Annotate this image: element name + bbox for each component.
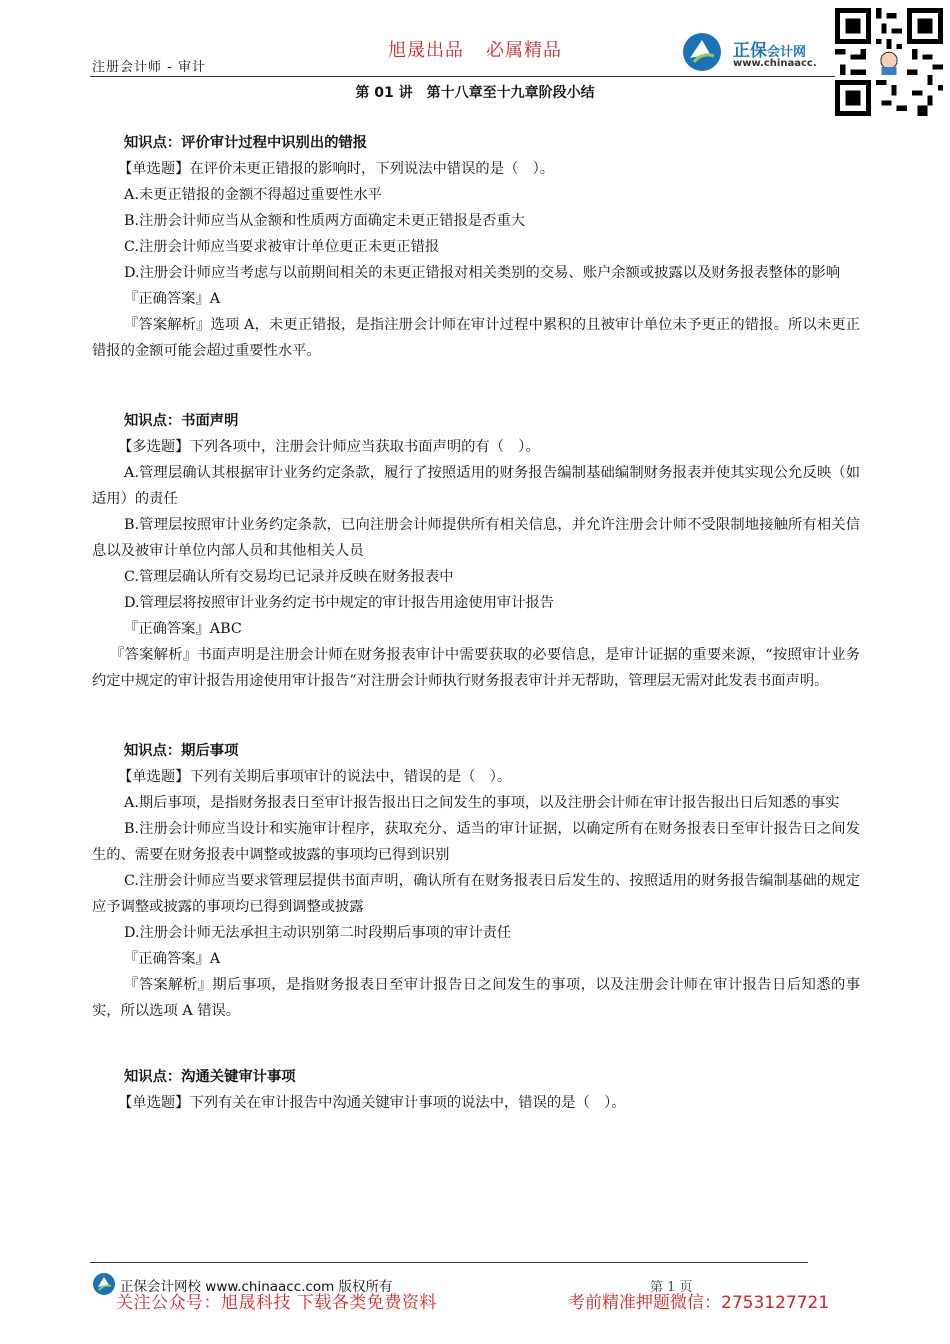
question-stem: 【多选题】下列各项中，注册会计师应当获取书面声明的有（ ）。 bbox=[118, 439, 540, 455]
spacer bbox=[92, 364, 860, 408]
promo-wechat-contact: 考前精准押题微信：2753127721 bbox=[568, 1293, 830, 1313]
option-a: A.期后事项，是指财务报表日至审计报告报出日之间发生的事项，以及注册会计师在审计报告报出日后知悉的事实 bbox=[124, 795, 840, 811]
correct-answer: 『正确答案』ABC bbox=[124, 621, 242, 637]
option-d: D.注册会计师无法承担主动识别第二时段期后事项的审计责任 bbox=[124, 925, 512, 941]
document-subject: 注册会计师 - 审计 bbox=[92, 60, 206, 75]
spacer bbox=[92, 1024, 860, 1064]
option-b: B.注册会计师应当设计和实施审计程序，获取充分、适当的审计证据，以确定所有在财务报表日至审计报告日之间发生的、需要在财务报表中调整或披露的事项均已得到识别 bbox=[92, 821, 860, 863]
option-b: B.管理层按照审计业务约定条款，已向注册会计师提供所有相关信息，并允许注册会计师不受限制地接触所有相关信息以及被审计单位内部人员和其他相关人员 bbox=[92, 517, 860, 559]
logo-url: www.chinaacc. bbox=[733, 58, 817, 69]
header-divider bbox=[90, 76, 835, 77]
topic-heading: 知识点：评价审计过程中识别出的错报 bbox=[124, 135, 368, 151]
correct-answer: 『正确答案』A bbox=[124, 291, 221, 307]
footer-divider bbox=[90, 1262, 808, 1263]
footer-copyright: 正保会计网校 www.chinaacc.com 版权所有 bbox=[120, 1279, 393, 1295]
answer-explanation: 『答案解析』书面声明是注册会计师在财务报表审计中需要获取的必要信息，是审计证据的重要来源，“按照审计业务约定中规定的审计报告用途使用审计报告”对注册会计师执行财务报表审计并无帮助，管理层无需对此发表书面声明。 bbox=[92, 647, 860, 689]
logo-name-suffix: 会计网 bbox=[767, 45, 807, 60]
option-d: D.注册会计师应当考虑与以前期间相关的未更正错报对相关类别的交易、账户余额或披露以及财务报表整体的影响 bbox=[124, 265, 841, 281]
question-stem: 【单选题】在评价未更正错报的影响时，下列说法中错误的是（ ）。 bbox=[118, 161, 555, 177]
spacer bbox=[92, 694, 860, 738]
header-slogan bbox=[388, 36, 562, 62]
answer-explanation: 『答案解析』期后事项，是指财务报表日至审计报告日之间发生的事项，以及注册会计师在审计报告日后知悉的事实，所以选项 A 错误。 bbox=[92, 977, 860, 1019]
lecture-name: 第十八章至十九章阶段小结 bbox=[426, 85, 595, 101]
correct-answer: 『正确答案』A bbox=[124, 951, 221, 967]
option-c: C.管理层确认所有交易均已记录并反映在财务报表中 bbox=[124, 569, 454, 585]
question-stem: 【单选题】下列有关在审计报告中沟通关键审计事项的说法中，错误的是（ ）。 bbox=[118, 1095, 626, 1111]
option-a: A.未更正错报的金额不得超过重要性水平 bbox=[124, 187, 382, 203]
option-c: C.注册会计师应当要求管理层提供书面声明，确认所有在财务报表日后发生的、按照适用的财务报告编制基础的规定应予调整或披露的事项均已得到调整或披露 bbox=[92, 873, 860, 915]
option-b: B.注册会计师应当从金额和性质两方面确定未更正错报是否重大 bbox=[124, 213, 526, 229]
slogan-part-2: 必属精品 bbox=[486, 40, 562, 61]
question-stem: 【单选题】下列有关期后事项审计的说法中，错误的是（ ）。 bbox=[118, 769, 512, 785]
page-number: 第 1 页 bbox=[650, 1280, 693, 1295]
option-a: A.管理层确认其根据审计业务约定条款，履行了按照适用的财务报告编制基础编制财务报表并使其实现公允反映（如适用）的责任 bbox=[92, 465, 860, 507]
chinaacc-footer-logo-icon bbox=[92, 1272, 116, 1296]
option-c: C.注册会计师应当要求被审计单位更正未更正错报 bbox=[124, 239, 440, 255]
document-body bbox=[92, 130, 860, 1116]
logo-name-main: 正保 bbox=[733, 41, 767, 61]
option-d: D.管理层将按照审计业务约定书中规定的审计报告用途使用审计报告 bbox=[124, 595, 555, 611]
answer-explanation: 『答案解析』选项 A，未更正错报，是指注册会计师在审计过程中累积的且被审计单位未予更正的错报。所以未更正错报的金额可能会超过重要性水平。 bbox=[92, 317, 860, 359]
lecture-number: 第 01 讲 bbox=[355, 85, 413, 101]
topic-heading: 知识点：书面声明 bbox=[124, 413, 239, 429]
slogan-part-1: 旭晟出品 bbox=[388, 40, 464, 61]
promo-wechat-account: 关注公众号：旭晟科技 下载各类免费资料 bbox=[116, 1293, 437, 1313]
topic-heading: 知识点：沟通关键审计事项 bbox=[124, 1069, 296, 1085]
topic-heading: 知识点：期后事项 bbox=[124, 743, 239, 759]
lecture-title bbox=[0, 82, 950, 102]
